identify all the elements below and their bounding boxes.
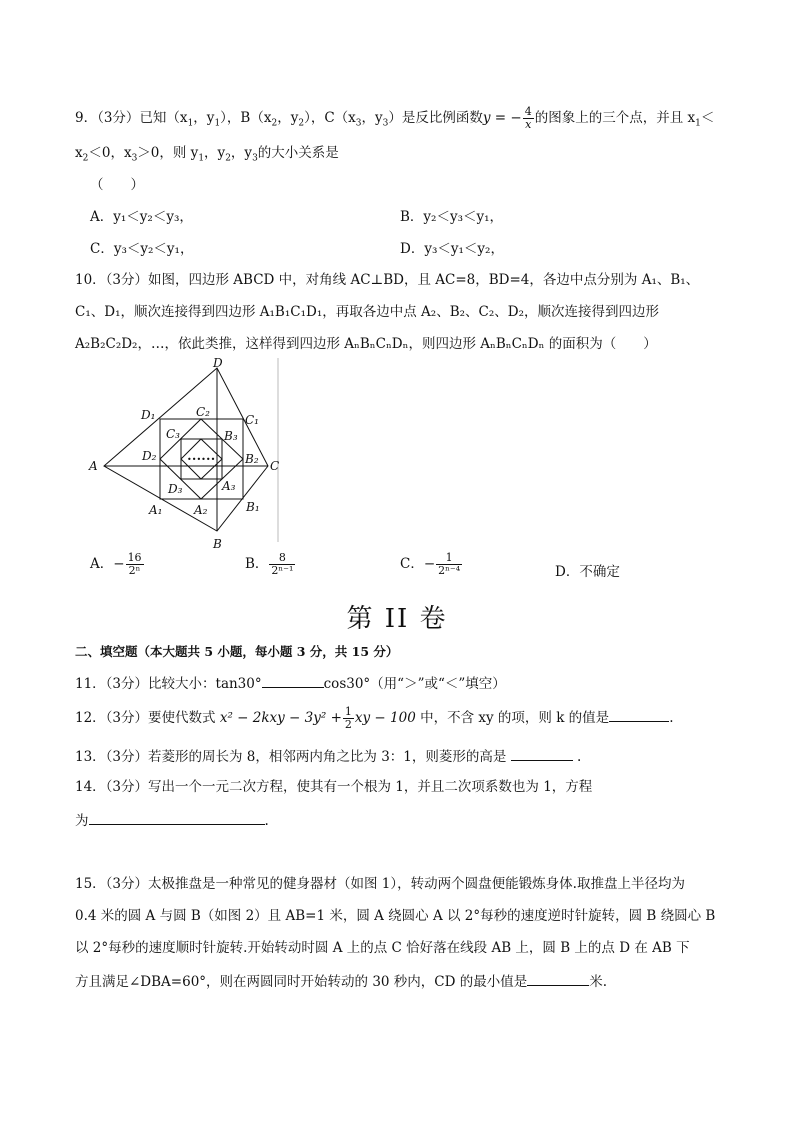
fraction-den: 2ⁿ (128, 564, 141, 577)
q9-text: ，y (277, 110, 299, 126)
q11-text: 11．（3分）比较大小：tan30° (75, 676, 262, 692)
q9-sub: 3 (131, 153, 138, 164)
q9-text: ），B（x (220, 110, 272, 126)
option-text: y₃＜y₂＜y₁， (113, 241, 194, 257)
section2-heading: 二、填空题（本大题共 5 小题，每小题 3 分，共 15 分） (75, 644, 399, 659)
q13-text: 13．（3分）若菱形的周长为 8，相邻两内角之比为 3：1，则菱形的高是 (75, 749, 507, 765)
q12-fraction (343, 706, 354, 731)
fig-label-B2: B₂ (245, 452, 259, 466)
option-label: D． (555, 564, 580, 580)
fraction-den: 2ⁿ⁻⁴ (438, 564, 461, 577)
option-text: 不确定 (579, 564, 620, 580)
fig-label-D2: D₂ (142, 449, 157, 463)
q9-text: 的图象上的三个点，并且 x (534, 110, 696, 126)
q9-sub: 1 (198, 153, 205, 164)
q15-text: 米. (589, 974, 608, 990)
option-sign: − (423, 556, 436, 572)
option-fraction (126, 552, 144, 577)
fraction-num: 16 (127, 551, 142, 564)
q12-expression: x² − 2kxy − 3y² + (219, 710, 342, 726)
q9-option-b[interactable] (400, 208, 503, 226)
q9-text: ＞0，则 y (137, 145, 199, 161)
q9-text: ＜ (700, 110, 715, 126)
q13-answer-blank[interactable] (511, 746, 573, 761)
option-text: y₂＜y₃＜y₁， (423, 209, 504, 225)
q11-text: cos30°（用“＞”或“＜”填空） (323, 676, 506, 692)
q9-sub: 3 (252, 153, 258, 164)
fig-label-A3: A₃ (222, 479, 236, 493)
fig-dots: •••••• (187, 455, 216, 464)
fraction-num: 1 (344, 705, 352, 718)
q15-line1: 15．（3分）太极推盘是一种常见的健身器材（如图 1），转动两个圆盘便能锻炼身体.取推盘上半径均为 (75, 876, 685, 892)
q14-text: . (264, 813, 269, 829)
q9-option-c[interactable] (90, 240, 193, 258)
fig-label-B3: B₃ (224, 429, 238, 443)
q9-sub: 1 (214, 118, 221, 129)
q9-text: ，y (204, 145, 226, 161)
q13-text: . (576, 749, 582, 765)
fig-label-A1: A₁ (149, 503, 163, 517)
q12 (75, 706, 673, 731)
q10-option-a[interactable] (90, 552, 145, 577)
q9-sub: 1 (695, 118, 701, 129)
part2-title: 第 II 卷 (346, 604, 448, 634)
q9-fraction (523, 106, 534, 131)
q9-text: 已知（x (139, 110, 188, 126)
q11-answer-blank[interactable] (262, 673, 324, 688)
fig-label-A: A (89, 459, 98, 473)
q9-sub: 2 (271, 118, 278, 129)
q10-option-d[interactable] (555, 563, 620, 581)
q10-option-b[interactable] (245, 552, 296, 577)
fig-label-A2: A₂ (194, 503, 208, 517)
q9-sub: 1 (187, 118, 194, 129)
q15-line4 (75, 971, 607, 991)
q12-text: . (669, 710, 674, 726)
option-text: y₁＜y₂＜y₃， (113, 209, 193, 225)
q12-text: 12．（3分）要使代数式 (75, 710, 216, 726)
q9-sub: 3 (355, 118, 362, 129)
option-sign: − (113, 556, 125, 572)
q15-text: 方且满足∠DBA=60°，则在两圆同时开始转动的 30 秒内，CD 的最小值是 (75, 974, 528, 990)
q12-answer-blank[interactable] (609, 707, 669, 722)
fraction-num: 1 (436, 552, 462, 565)
q9-fraction-den: x (525, 118, 532, 131)
q9-text: ＜0，x (88, 145, 132, 161)
q9-number: 9． (75, 110, 98, 126)
q15-line3: 以 2°每秒的速度顺时针旋转.开始转动时圆 A 上的点 C 恰好落在线段 AB 上，圆 B 上的点 D 在 AB 下 (75, 940, 690, 956)
fig-label-C1: C₁ (245, 413, 259, 427)
option-label: B． (245, 556, 269, 572)
q10-figure (86, 356, 286, 552)
option-label: C． (90, 241, 114, 257)
fraction-den: 2 (344, 718, 352, 731)
q9-paren: （ ） (90, 177, 144, 193)
q14-line1: 14．（3分）写出一个一元二次方程，使其有一个根为 1，并且二次项系数也为 1，方程 (75, 779, 593, 795)
option-fraction (269, 552, 295, 577)
q11 (75, 673, 506, 693)
q9-sub: 3 (382, 118, 389, 129)
q9-text: ，y (230, 145, 253, 161)
q10-line1: 10．（3分）如图，四边形 ABCD 中，对角线 AC⊥BD，且 AC=8，BD=4，各边中点分别为 A₁、B₁、 (75, 272, 700, 288)
option-fraction (436, 552, 462, 577)
fig-label-C2: C₂ (196, 405, 210, 419)
option-label: A． (90, 209, 114, 225)
fig-label-B1: B₁ (246, 500, 260, 514)
q9-text: ）是反比例函数 (388, 110, 483, 126)
fig-label-D: D (213, 356, 223, 370)
q9-text: 的大小关系是 (257, 145, 339, 161)
q9-text: x (75, 145, 83, 161)
q10-line2: C₁、D₁，顺次连接得到四边形 A₁B₁C₁D₁，再取各边中点 A₂、B₂、C₂、D₂，顺次连接得到四边形 (75, 304, 659, 320)
q10-option-c[interactable] (400, 552, 463, 577)
q10-line3: A₂B₂C₂D₂，…，依此类推，这样得到四边形 AₙBₙCₙDₙ，则四边形 AₙBₙCₙDₙ 的面积为（ ） (75, 336, 657, 352)
fig-label-C: C (270, 459, 280, 473)
fig-label-D3: D₃ (168, 482, 183, 496)
fraction-num: 8 (269, 552, 295, 565)
q9-sub: 2 (82, 153, 89, 164)
q9-function: y = − (482, 110, 522, 126)
option-label: B． (400, 209, 424, 225)
q9-sub: 2 (298, 118, 305, 129)
q14-text: 为 (75, 813, 89, 829)
q9-score: （3分） (97, 110, 140, 126)
q12-expression: xy − 100 (354, 710, 416, 726)
q14-line2 (75, 810, 269, 830)
q9-option-d[interactable] (400, 240, 504, 258)
q9-option-a[interactable] (90, 208, 193, 226)
option-label: C． (400, 556, 424, 572)
q9-line1 (75, 106, 714, 133)
q12-text: 中，不含 xy 的项，则 k 的值是 (420, 710, 610, 726)
option-label: D． (400, 241, 425, 257)
fig-label-D1: D₁ (141, 408, 156, 422)
q15-answer-blank[interactable] (527, 971, 589, 986)
q15-line2: 0.4 米的圆 A 与圆 B（如图 2）且 AB=1 米，圆 A 绕圆心 A 以 2°每秒的速度逆时针旋转，圆 B 绕圆心 B (75, 908, 716, 924)
fig-label-C3: C₃ (166, 427, 180, 441)
q13 (75, 746, 581, 766)
fig-label-B: B (213, 537, 222, 551)
fraction-den: 2ⁿ⁻¹ (271, 564, 294, 577)
q9-fraction-num: 4 (524, 105, 532, 118)
option-text: y₃＜y₁＜y₂， (424, 241, 504, 257)
q9-line2 (75, 144, 339, 168)
option-label: A． (90, 556, 114, 572)
q14-answer-blank[interactable] (89, 810, 265, 825)
q9-text: ），C（x (304, 110, 356, 126)
q9-text: ，y (193, 110, 215, 126)
q9-text: ，y (361, 110, 383, 126)
q9-sub: 2 (225, 153, 231, 164)
